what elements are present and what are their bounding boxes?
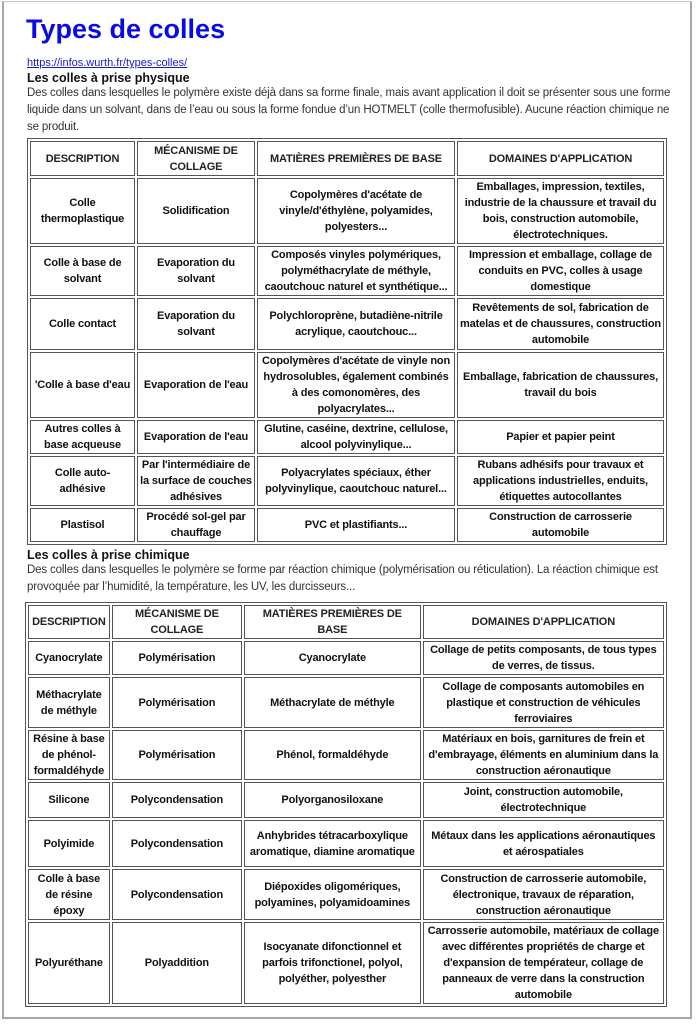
cell-matieres: Cyanocrylate: [244, 641, 421, 675]
cell-domaines: Construction de carrosserie automobile, électronique, travaux de réparation, construction aéronautique: [423, 869, 664, 920]
cell-domaines: Emballage, fabrication de chaussures, travail du bois: [457, 352, 664, 418]
cell-mecanisme: Evaporation du solvant: [137, 298, 255, 350]
cell-mecanisme: Polycondensation: [112, 782, 242, 818]
cell-description: Autres colles à base acqueuse: [30, 420, 135, 454]
cell-description: Résine à base de phénol-formaldéhyde: [28, 730, 110, 780]
table-row: [30, 352, 664, 418]
table-header-row: [28, 605, 664, 639]
section-intro-chimique: Des colles dans lesquelles le polymère se forme par réaction chimique (polymérisation ou réticulation). La réaction chimique est provoquée par l’humidité, la température, les UV, les durcisseurs...: [27, 564, 658, 593]
cell-matieres: Phénol, formaldéhyde: [244, 730, 421, 780]
header-description: DESCRIPTION: [28, 605, 110, 639]
section-intro-physique: Des colles dans lesquelles le polymère existe déjà dans sa forme finale, mais avant application il doit se présenter sous une forme liquide dans un solvant, dans de l’eau ou sous la forme fondue d’un HOTMELT (colle thermofusible). Aucune réaction chimique ne se produit.: [27, 87, 671, 133]
table-prise-physique: [27, 138, 667, 545]
cell-domaines: Carrosserie automobile, matériaux de collage avec différentes propriétés de charge et d'expansion de températeur, collage de panneaux de verre dans la construction automobile: [423, 922, 664, 1004]
table-row: [28, 820, 664, 867]
cell-mecanisme: Solidification: [137, 178, 255, 244]
cell-mecanisme: Par l'intermédiaire de la surface de couches adhésives: [137, 456, 255, 506]
section-heading-physique: Les colles à prise physique: [27, 71, 190, 85]
cell-domaines: Métaux dans les applications aéronautiques et aérospatiales: [423, 820, 664, 867]
cell-matieres: Glutine, caséine, dextrine, cellulose, alcool polyvinylique...: [257, 420, 455, 454]
cell-domaines: Matériaux en bois, garnitures de frein et d'embrayage, éléments en aluminium dans la construction aéronautique: [423, 730, 664, 780]
cell-description: Polyuréthane: [28, 922, 110, 1004]
page-title: Types de colles: [26, 14, 226, 44]
cell-mecanisme: Procédé sol-gel par chauffage: [137, 508, 255, 542]
cell-mecanisme: Evaporation de l'eau: [137, 420, 255, 454]
cell-matieres: Copolymères d'acétate de vinyle/d'éthylène, polyamides, polyesters...: [257, 178, 455, 244]
header-domaines: DOMAINES D'APPLICATION: [423, 605, 664, 639]
cell-mecanisme: Polymérisation: [112, 677, 242, 728]
cell-domaines: Papier et papier peint: [457, 420, 664, 454]
cell-description: Colle auto-adhésive: [30, 456, 135, 506]
cell-matieres: Méthacrylate de méthyle: [244, 677, 421, 728]
table-row: [30, 420, 664, 454]
table-row: [28, 730, 664, 780]
cell-description: Colle thermoplastique: [30, 178, 135, 244]
header-description: DESCRIPTION: [30, 141, 135, 176]
header-matieres: MATIÈRES PREMIÈRES DE BASE: [244, 605, 421, 639]
cell-domaines: Rubans adhésifs pour travaux et applications industrielles, enduits, étiquettes autocollantes: [457, 456, 664, 506]
cell-mecanisme: Polycondensation: [112, 869, 242, 920]
cell-description: Silicone: [28, 782, 110, 818]
cell-matieres: Diépoxides oligomériques, polyamines, polyamidoamines: [244, 869, 421, 920]
header-matieres: MATIÈRES PREMIÈRES DE BASE: [257, 141, 455, 176]
table-row: [30, 456, 664, 506]
cell-mecanisme: Polymérisation: [112, 641, 242, 675]
cell-domaines: Revêtements de sol, fabrication de matelas et de chaussures, construction automobile: [457, 298, 664, 350]
table-row: [30, 178, 664, 244]
table-row: [30, 246, 664, 296]
cell-matieres: Copolymères d'acétate de vinyle non hydrosolubles, également combinés à des comonomères, des polyacrylates...: [257, 352, 455, 418]
cell-description: Plastisol: [30, 508, 135, 542]
table-row: [28, 869, 664, 920]
cell-mecanisme: Polymérisation: [112, 730, 242, 780]
header-mecanisme: MÉCANISME DE COLLAGE: [112, 605, 242, 639]
cell-description: Colle à base de résine époxy: [28, 869, 110, 920]
cell-matieres: Isocyanate difonctionnel et parfois trifonctionel, polyol, polyéther, polyesther: [244, 922, 421, 1004]
table-row: [28, 641, 664, 675]
cell-description: Méthacrylate de méthyle: [28, 677, 110, 728]
cell-matieres: PVC et plastifiants...: [257, 508, 455, 542]
header-domaines: DOMAINES D'APPLICATION: [457, 141, 664, 176]
cell-domaines: Joint, construction automobile, électrotechnique: [423, 782, 664, 818]
cell-matieres: Polyacrylates spéciaux, éther polyvinylique, caoutchouc naturel...: [257, 456, 455, 506]
cell-mecanisme: Polycondensation: [112, 820, 242, 867]
cell-description: Cyanocrylate: [28, 641, 110, 675]
table-header-row: [30, 141, 664, 176]
cell-mecanisme: Evaporation de l'eau: [137, 352, 255, 418]
table-row: [30, 298, 664, 350]
cell-domaines: Emballages, impression, textiles, industrie de la chaussure et travail du bois, construction automobile, électrotechniques.: [457, 178, 664, 244]
cell-description: 'Colle à base d'eau: [30, 352, 135, 418]
cell-description: Colle contact: [30, 298, 135, 350]
table-row: [28, 782, 664, 818]
cell-description: Colle à base de solvant: [30, 246, 135, 296]
cell-matieres: Polychloroprène, butadiène-nitrile acrylique, caoutchouc...: [257, 298, 455, 350]
table-row: [28, 677, 664, 728]
cell-matieres: Composés vinyles polymériques, polyméthacrylate de méthyle, caoutchouc naturel et synthétique...: [257, 246, 455, 296]
table-row: [28, 922, 664, 1004]
cell-domaines: Impression et emballage, collage de conduits en PVC, colles à usage domestique: [457, 246, 664, 296]
cell-mecanisme: Evaporation du solvant: [137, 246, 255, 296]
section-heading-chimique: Les colles à prise chimique: [27, 548, 190, 562]
cell-domaines: Collage de composants automobiles en plastique et construction de véhicules ferroviaires: [423, 677, 664, 728]
cell-matieres: Polyorganosiloxane: [244, 782, 421, 818]
cell-matieres: Anhybrides tétracarboxylique aromatique, diamine aromatique: [244, 820, 421, 867]
table-prise-chimique: [25, 602, 667, 1007]
cell-mecanisme: Polyaddition: [112, 922, 242, 1004]
cell-domaines: Construction de carrosserie automobile: [457, 508, 664, 542]
cell-domaines: Collage de petits composants, de tous types de verres, de tissus.: [423, 641, 664, 675]
source-link[interactable]: https://infos.wurth.fr/types-colles/: [27, 57, 188, 69]
cell-description: Polyimide: [28, 820, 110, 867]
table-row: [30, 508, 664, 542]
header-mecanisme: MÉCANISME DE COLLAGE: [137, 141, 255, 176]
